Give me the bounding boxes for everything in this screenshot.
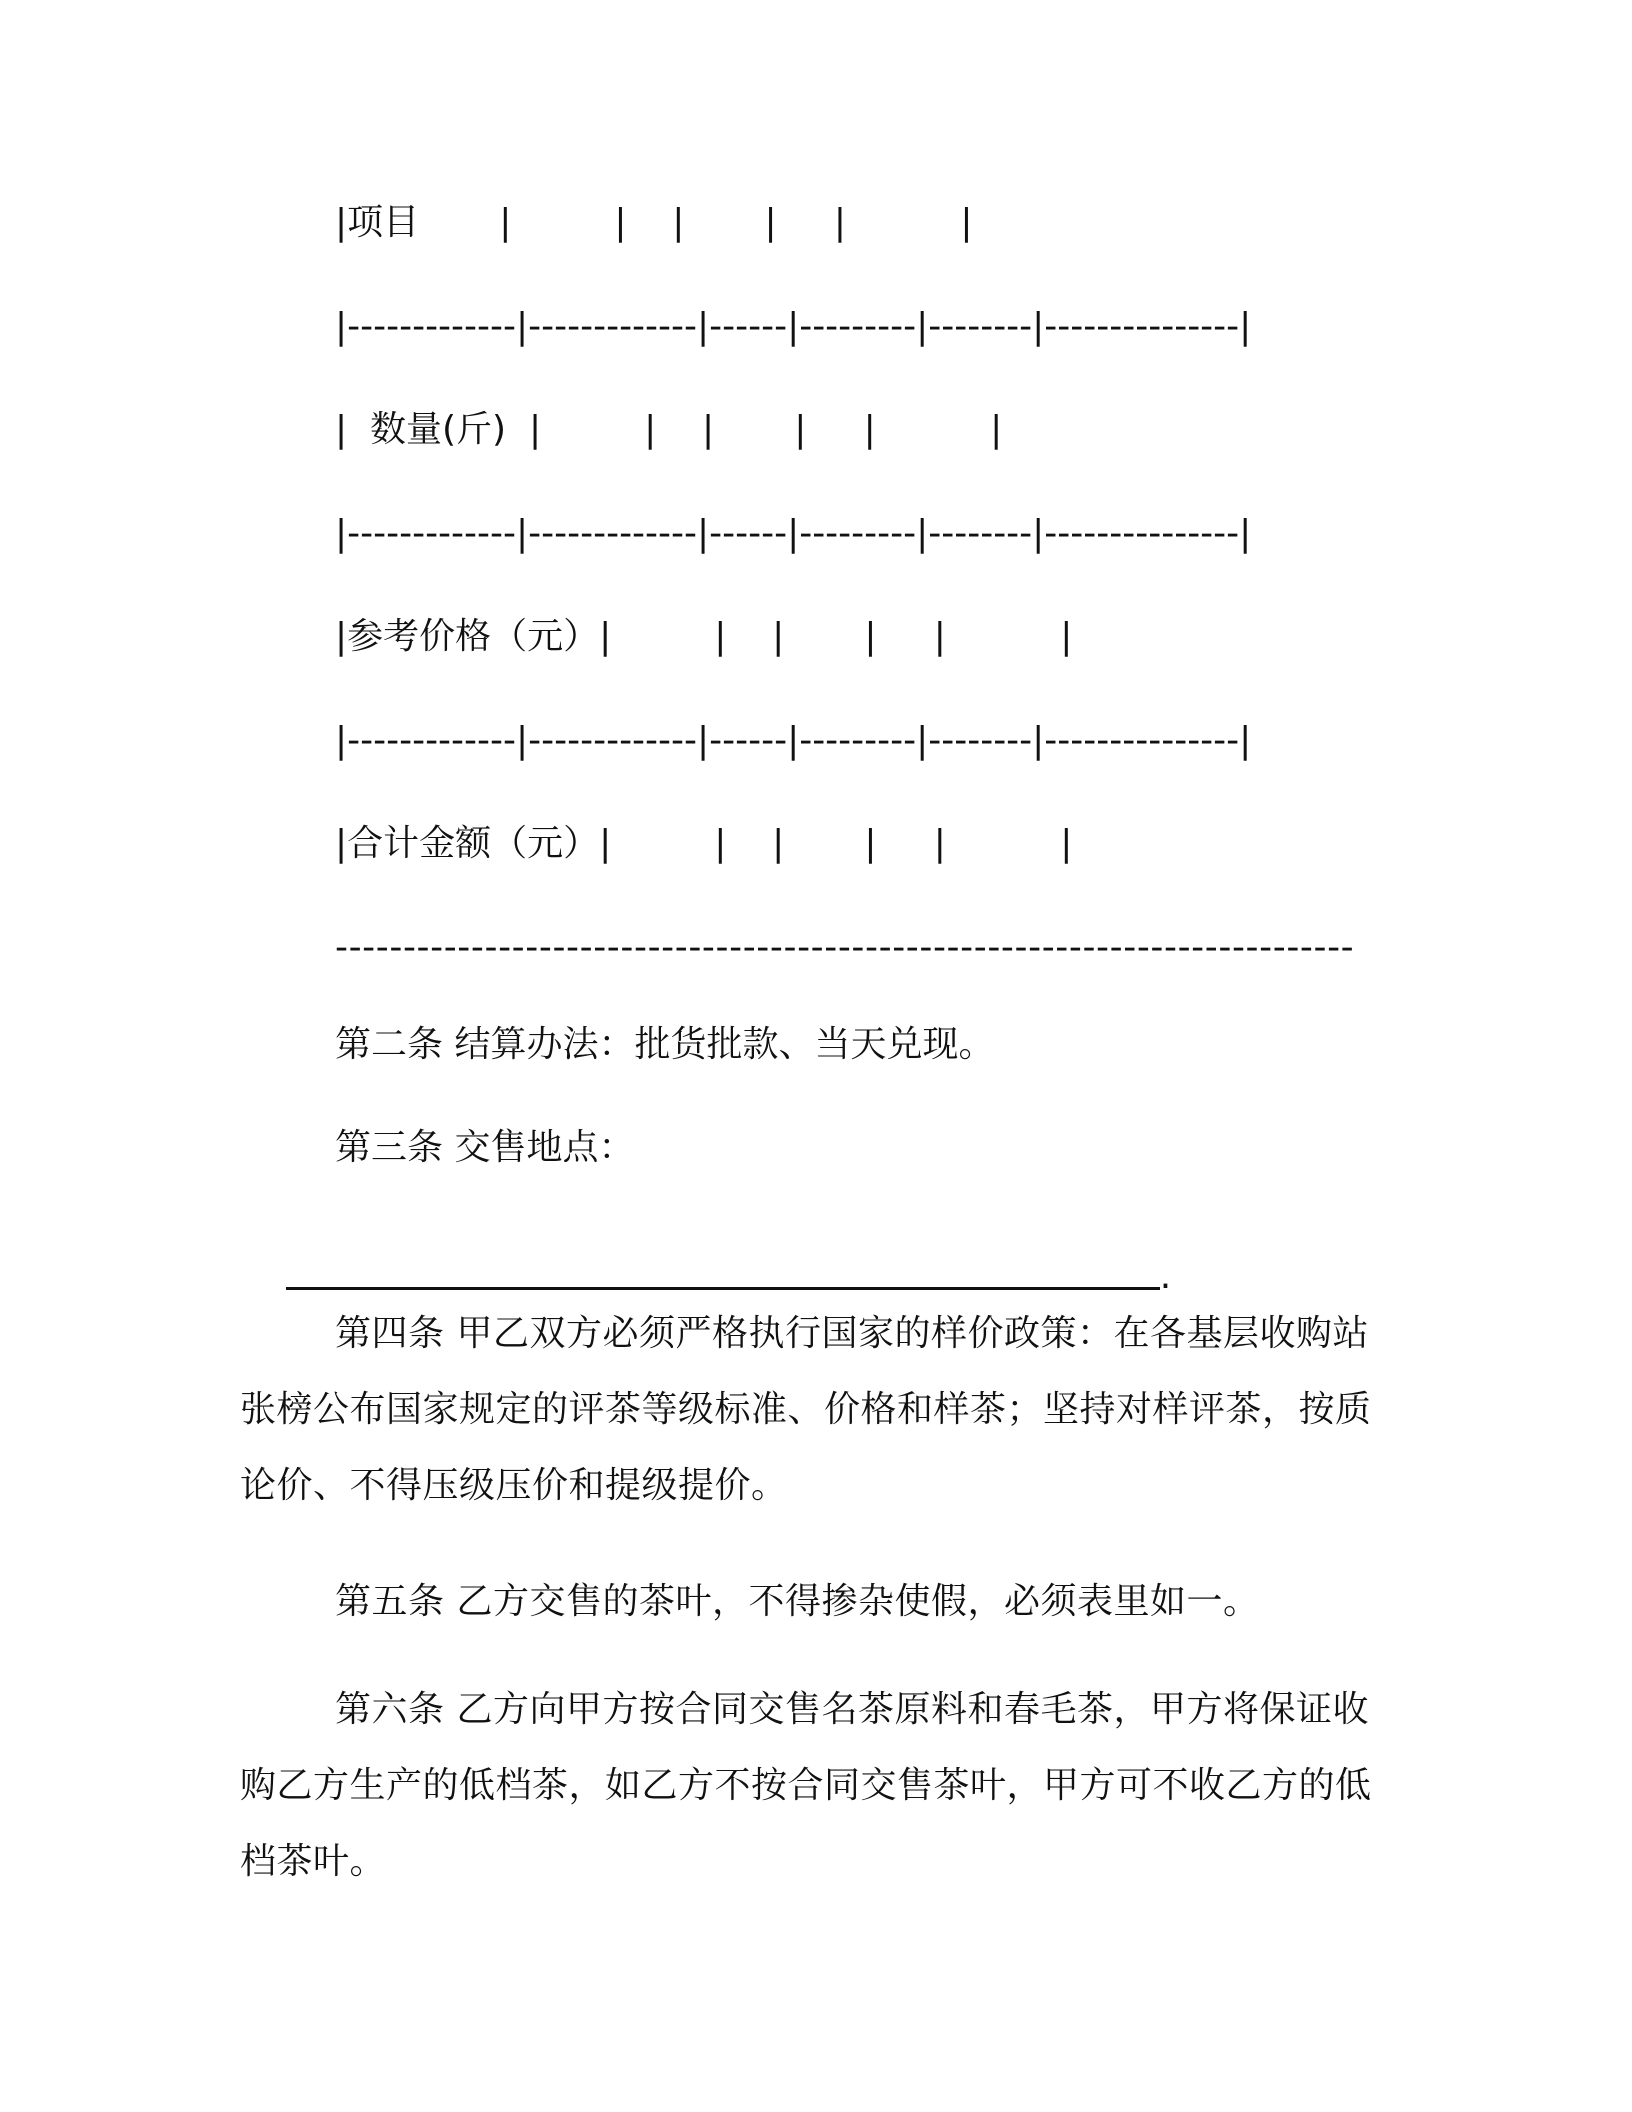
- table-row-quantity: | 数量(斤) | | | | | |: [335, 409, 1003, 450]
- blank-line-period: .: [1159, 1256, 1172, 1297]
- table-bottom-rule: ---------------------------------------------------------------------------: [335, 927, 1355, 968]
- table-row-reference-price: |参考价格（元）| | | | | |: [335, 616, 1073, 657]
- article-2-settlement: 第二条 结算办法：批货批款、当天兑现。: [335, 1024, 995, 1065]
- article-5-quality: 第五条 乙方交售的茶叶，不得掺杂使假，必须表里如一。: [335, 1581, 1260, 1622]
- article-6-purchase-guarantee: 第六条 乙方向甲方按合同交售名茶原料和春毛茶，甲方将保证收购乙方生产的低档茶，如乙方不按合同交售茶叶，甲方可不收乙方的低档茶叶。: [240, 1689, 1372, 1882]
- table-separator: |-------------|-------------|------|---------|--------|---------------|: [335, 306, 1252, 347]
- article-4-pricing-policy: 第四条 甲乙双方必须严格执行国家的样价政策：在各基层收购站张榜公布国家规定的评茶等级标准、价格和样茶；坚持对样评茶，按质论价、不得压级压价和提级提价。: [240, 1313, 1372, 1506]
- table-row-total-amount: |合计金额（元）| | | | | |: [335, 823, 1073, 864]
- article-3-delivery-location: 第三条 交售地点：: [335, 1127, 635, 1168]
- fill-in-underline: [286, 1267, 1160, 1290]
- table-separator: |-------------|-------------|------|---------|--------|---------------|: [335, 720, 1252, 761]
- table-row-item: |项目 | | | | | |: [335, 202, 973, 243]
- table-separator: |-------------|-------------|------|---------|--------|---------------|: [335, 513, 1252, 554]
